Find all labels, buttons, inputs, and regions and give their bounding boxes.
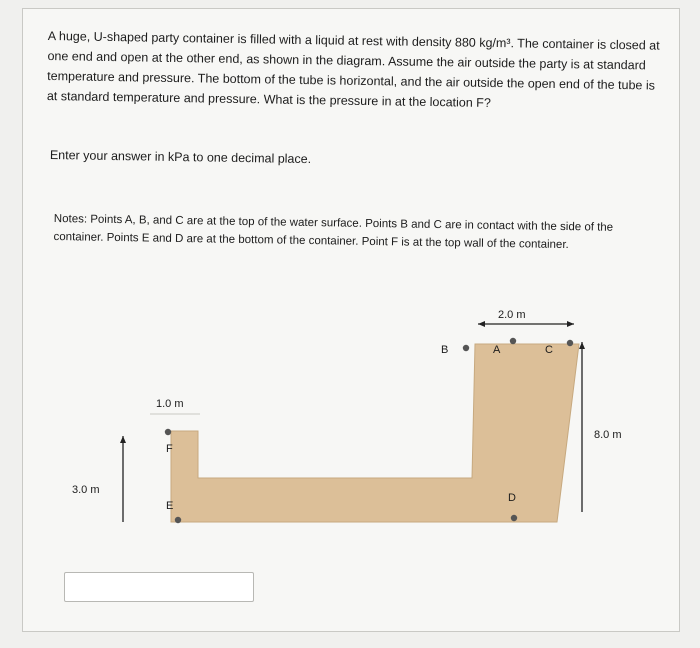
height-right-label: 8.0 m xyxy=(594,429,622,441)
question-text: A huge, U-shaped party container is filled with a liquid at rest with density 880 kg/m³. The container is closed at one end and open at the other end, as shown in the diagram. Assume the air outside the party is at standard temperature and pressure. The bottom of the tube is horizontal, and the air outside the open end of the tube is at standard temperature and pressure. What is the pressure in at the location F? xyxy=(46,28,660,110)
point-c-dot xyxy=(567,340,573,346)
point-f-dot xyxy=(165,429,171,435)
point-e-dot xyxy=(175,517,181,523)
container-liquid xyxy=(171,344,579,522)
point-d-label: D xyxy=(508,492,516,504)
point-e-label: E xyxy=(166,500,174,512)
open-width-dimension xyxy=(478,309,574,327)
closed-width-label: 1.0 m xyxy=(156,398,184,410)
point-a-label: A xyxy=(493,344,501,356)
point-f-label: F xyxy=(166,443,173,455)
open-width-label: 2.0 m xyxy=(498,309,526,321)
point-c-label: C xyxy=(545,344,553,356)
instruction-text: Enter your answer in kPa to one decimal place. xyxy=(49,148,312,167)
height-left-label: 3.0 m xyxy=(72,484,100,496)
point-b-dot xyxy=(463,345,469,351)
point-b-label: B xyxy=(441,344,449,356)
answer-input[interactable] xyxy=(64,572,254,602)
height-left-dimension xyxy=(72,436,126,522)
height-right-dimension xyxy=(579,342,622,512)
point-d-dot xyxy=(511,515,517,521)
notes-text: Notes: Points A, B, and C are at the top of the water surface. Points B and C are in contact with the side of the container. Points E and D are at the bottom of the container. Point F is at the top wall of the container. xyxy=(53,212,614,252)
point-a-dot xyxy=(510,338,516,344)
